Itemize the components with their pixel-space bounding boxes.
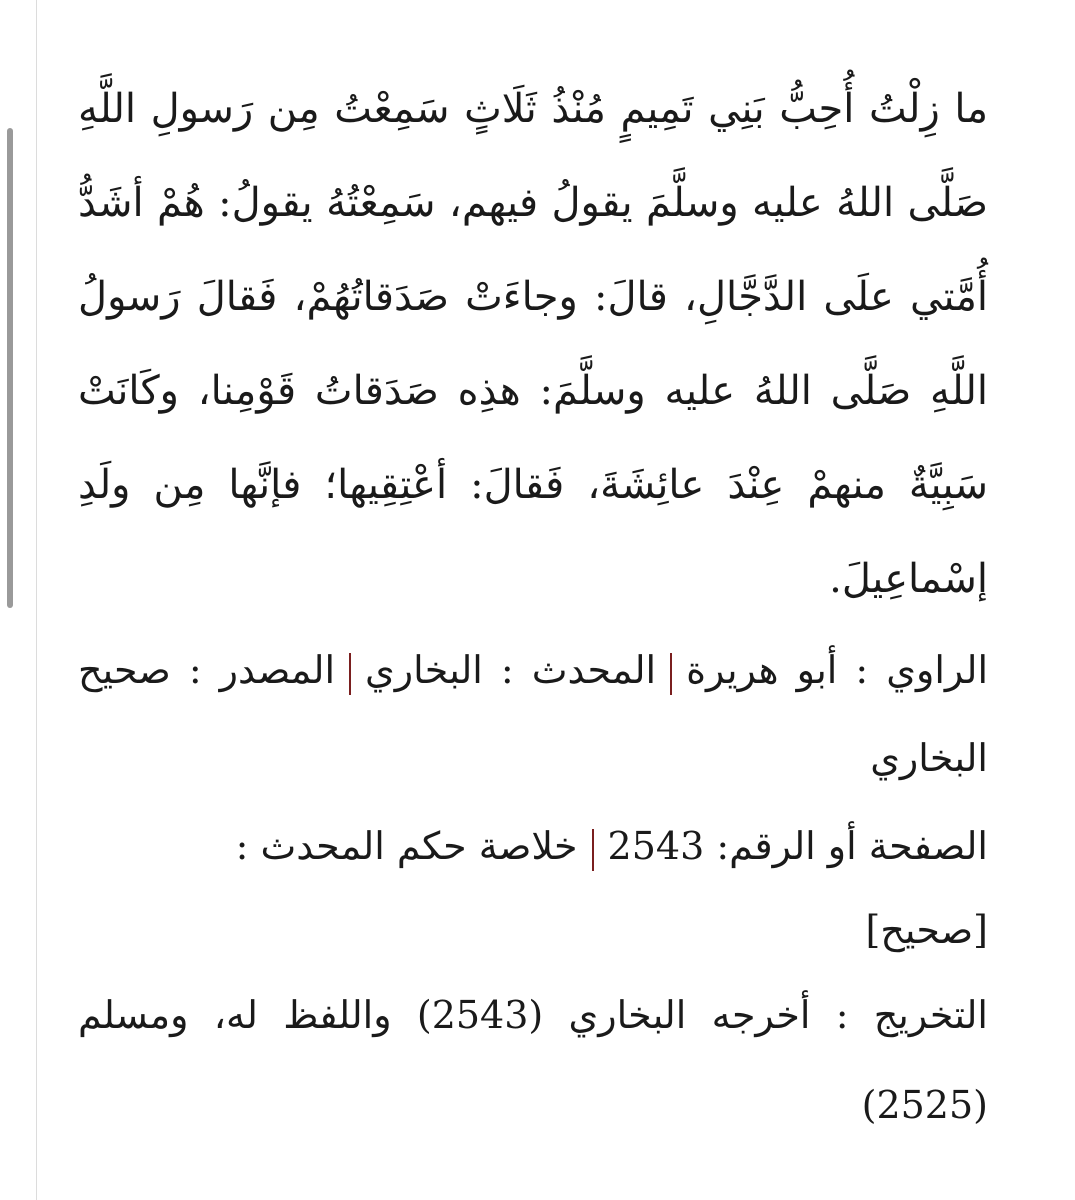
takhrij-text: التخريج : أخرجه البخاري (2543) واللفظ له، ومسلم (2525) [78, 993, 988, 1127]
separator [592, 829, 594, 871]
scrollbar-thumb[interactable] [7, 128, 13, 608]
muhaddith: المحدث : البخاري [365, 648, 657, 692]
separator [670, 653, 672, 695]
hadith-text: ما زِلْتُ أُحِبُّ بَنِي تَمِيمٍ مُنْذُ ثَلَاثٍ سَمِعْتُ مِن رَسولِ اللَّهِ صَلَّى اللهُ عليه وسلَّمَ يقولُ فيهم، سَمِعْتُهُ يقولُ: هُمْ أشَدُّ أُمَّتي علَى الدَّجَّالِ، قالَ: وجاءَتْ صَدَقاتُهُمْ، فَقالَ رَسولُ اللَّهِ صَلَّى اللهُ عليه وسلَّمَ: هذِه صَدَقاتُ قَوْمِنا، وكَانَتْ سَبِيَّةٌ منهمْ عِنْدَ عائِشَةَ، فَقالَ: أعْتِقِيها؛ فإنَّها مِن ولَدِ إسْماعِيلَ. [78, 86, 988, 602]
ruling-label: خلاصة حكم المحدث : [235, 824, 578, 868]
margin-divider [36, 0, 37, 1200]
ruling-line [78, 890, 988, 970]
source: المصدر : صحيح البخاري [78, 648, 988, 780]
separator [349, 653, 351, 695]
reference-line [78, 802, 988, 890]
hadith-card [78, 62, 988, 1150]
narrator-line [78, 626, 988, 802]
page-number: الصفحة أو الرقم: 2543 [607, 824, 988, 868]
narrator: الراوي : أبو هريرة [686, 648, 988, 692]
ruling-value: [صحيح] [865, 908, 988, 952]
